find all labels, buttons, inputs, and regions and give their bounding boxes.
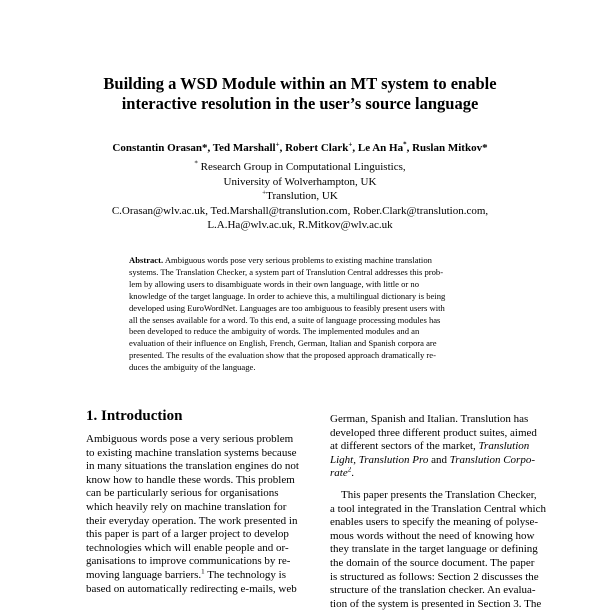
abstract-line: duces the ambiguity of the language.: [129, 362, 256, 373]
left-column: [86, 433, 304, 596]
body-line: tion of the system is presented in Section 3. The: [330, 597, 542, 610]
email-line: C.Orasan@wlv.ac.uk, Ted.Marshall@translution.com, Rober.Clark@translution.com,: [111, 204, 489, 217]
affiliations: [40, 160, 560, 233]
email-line: L.A.Ha@wlv.ac.uk, R.Mitkov@wlv.ac.uk: [207, 219, 393, 231]
body-line: know how to handle these words. This problem: [86, 473, 295, 486]
body-line: they translate in the target language or defining: [330, 543, 538, 556]
abstract-line: presented. The results of the evaluation show that the proposed approach dramatically re-: [129, 350, 436, 361]
abstract-line: Abstract. Ambiguous words pose very serious problems to existing machine translation: [129, 255, 432, 265]
body-line: developed three different product suites, aimed: [330, 426, 537, 439]
body-line: enables users to specify the meaning of polyse-: [330, 516, 539, 529]
abstract-line: been developed to reduce the ambiguity of words. The implemented modules and an: [129, 326, 420, 337]
author-mark: *: [201, 142, 208, 154]
author-name: Robert Clark: [285, 142, 349, 154]
body-line: structure of the translation checker. An evalua-: [330, 584, 536, 597]
abstract-line: developed using EuroWordNet. Languages are too ambiguous to feasibly present users with: [129, 302, 445, 313]
author-name: Le An Ha: [357, 142, 404, 154]
abstract-line: systems. The Translation Checker, a system part of Translution Central addresses this prob-: [129, 266, 444, 277]
body-line: at different sectors of the market, Translution: [330, 440, 530, 453]
body-line: this paper is part of a larger project to develop: [86, 528, 289, 541]
footnote-marker[interactable]: 2: [347, 467, 352, 474]
abstract: [129, 255, 471, 374]
abstract-line: evaluation of their influence on English, French, German, Italian and Spanish corpora are: [129, 338, 437, 349]
author-name: Ruslan Mitkov: [412, 142, 483, 154]
body-line: a tool integrated in the Translation Central which: [330, 502, 546, 515]
body-line: Ambiguous words pose a very serious problem: [86, 433, 294, 445]
body-line: This paper presents the Translation Checker,: [341, 488, 537, 501]
section-heading: 1. Introduction: [86, 408, 183, 424]
body-line: to existing machine translation systems because: [86, 446, 297, 459]
author-mark: *: [482, 142, 488, 154]
body-line: the domain of the source document. The paper: [330, 556, 535, 569]
body-line: ganisations to improve communications by re-: [86, 555, 291, 568]
body-line: their everyday operation. The work presented in: [86, 514, 298, 527]
abstract-line: lem by allowing users to disambiguate words in their own language, with little or no: [129, 278, 419, 289]
body-line: based on automatically redirecting e-mails, web: [86, 582, 297, 595]
body-line: is structured as follows: Section 2 discusses the: [330, 570, 539, 583]
body-line: German, Spanish and Italian. Translution has: [330, 413, 529, 425]
author-mark: +: [275, 140, 280, 149]
body-line: mous words without the need of knowing how: [330, 529, 535, 542]
affiliation-mark: *: [194, 159, 198, 168]
author-mark: +: [348, 140, 353, 149]
author-list: Constantin Orasan*, Ted Marshall+, Robert Clark+, Le An Ha*, Ruslan Mitkov*: [112, 140, 488, 154]
footnote-marker[interactable]: 1: [201, 568, 205, 576]
author-mark: *: [403, 140, 407, 149]
body-line: can be particularly serious for organisations: [86, 487, 279, 500]
author-name: Constantin Orasan: [112, 142, 202, 154]
affiliation-line: * Research Group in Computational Linguistics,: [194, 159, 406, 173]
body-line: moving language barriers.$^1$ The technology is: [86, 568, 287, 581]
paragraph-gap: [330, 481, 548, 489]
affiliation-line: University of Wolverhampton, UK: [223, 175, 377, 188]
abstract-line: knowledge of the target language. In order to achieve this, a multilingual dictionary is being: [129, 290, 446, 301]
paper-title: [60, 74, 540, 114]
right-column: [330, 413, 548, 611]
title-line-1: Building a WSD Module within an MT system to enable: [103, 74, 497, 93]
author-name: Ted Marshall: [212, 142, 276, 154]
body-line: Light, Translution Pro and Translution Corpo-: [330, 453, 535, 466]
title-line-2: interactive resolution in the user’s source language: [121, 94, 479, 113]
body-line: in many situations the translation engines do not: [86, 460, 299, 473]
affiliation-mark: +: [262, 188, 267, 197]
abstract-line: all the senses available for a word. To this end, a suite of language processing modules has: [129, 314, 441, 325]
abstract-label: Abstract.: [129, 255, 164, 265]
body-line: rate$^2$.: [330, 467, 354, 480]
body-line: technologies which will enable people and or-: [86, 541, 289, 554]
body-line: which heavily rely on machine translation for: [86, 500, 287, 513]
affiliation-line: +Translution, UK: [262, 188, 338, 202]
